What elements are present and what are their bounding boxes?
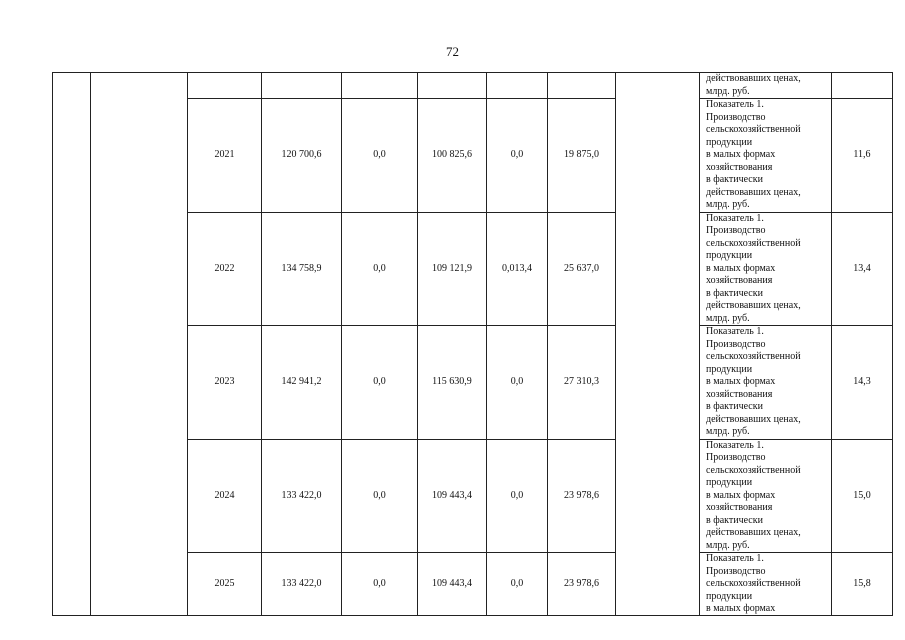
indicator-text: действовавших ценах, млрд. руб. bbox=[706, 73, 801, 97]
local-cell: 0,0 bbox=[487, 439, 548, 553]
indicator-cell: Показатель 1. Производство сельскохозяйственной продукции в малых формах хозяйствования в фактически действовавших ценах, млрд. руб. bbox=[700, 326, 832, 440]
table-cell-empty bbox=[262, 73, 342, 99]
other-cell: 23 978,6 bbox=[548, 439, 616, 553]
regional-cell: 100 825,6 bbox=[418, 99, 487, 213]
other-cell: 25 637,0 bbox=[548, 212, 616, 326]
federal-cell: 0,0 bbox=[342, 212, 418, 326]
indicator-value-cell: 14,3 bbox=[832, 326, 893, 440]
indicator-value-cell: 11,6 bbox=[832, 99, 893, 213]
regional-cell: 109 443,4 bbox=[418, 553, 487, 616]
page-number: 72 bbox=[446, 44, 459, 59]
year-cell: 2022 bbox=[188, 212, 262, 326]
indicator-cell: Показатель 1. Производство сельскохозяйственной продукции в малых формах хозяйствования в фактически действовавших ценах, млрд. руб. bbox=[700, 439, 832, 553]
regional-cell: 115 630,9 bbox=[418, 326, 487, 440]
table-cell-empty bbox=[53, 73, 91, 616]
table-cell-empty bbox=[616, 73, 700, 616]
regional-cell: 109 443,4 bbox=[418, 439, 487, 553]
table-cell-empty bbox=[548, 73, 616, 99]
indicator-text: Показатель 1. Производство сельскохозяйственной продукции в малых формах bbox=[706, 553, 801, 614]
local-cell: 0,0 bbox=[487, 99, 548, 213]
indicator-value-cell: 15,8 bbox=[832, 553, 893, 616]
indicator-cell: Показатель 1. Производство сельскохозяйственной продукции в малых формах хозяйствования в фактически действовавших ценах, млрд. руб. bbox=[700, 99, 832, 213]
indicator-cell bbox=[700, 73, 832, 99]
indicator-value-cell: 15,0 bbox=[832, 439, 893, 553]
total-cell: 133 422,0 bbox=[262, 439, 342, 553]
total-cell: 142 941,2 bbox=[262, 326, 342, 440]
year-cell: 2023 bbox=[188, 326, 262, 440]
other-cell: 23 978,6 bbox=[548, 553, 616, 616]
table-row bbox=[53, 73, 893, 99]
local-cell: 0,0 bbox=[487, 553, 548, 616]
indicator-value-cell: 13,4 bbox=[832, 212, 893, 326]
federal-cell: 0,0 bbox=[342, 439, 418, 553]
local-cell: 0,013,4 bbox=[487, 212, 548, 326]
other-cell: 19 875,0 bbox=[548, 99, 616, 213]
table-cell-empty bbox=[487, 73, 548, 99]
total-cell: 120 700,6 bbox=[262, 99, 342, 213]
table-cell-empty bbox=[418, 73, 487, 99]
total-cell: 133 422,0 bbox=[262, 553, 342, 616]
federal-cell: 0,0 bbox=[342, 553, 418, 616]
federal-cell: 0,0 bbox=[342, 99, 418, 213]
table-cell-empty bbox=[91, 73, 188, 616]
total-cell: 134 758,9 bbox=[262, 212, 342, 326]
year-cell: 2024 bbox=[188, 439, 262, 553]
federal-cell: 0,0 bbox=[342, 326, 418, 440]
year-cell: 2021 bbox=[188, 99, 262, 213]
table-cell-empty bbox=[188, 73, 262, 99]
year-cell: 2025 bbox=[188, 553, 262, 616]
regional-cell: 109 121,9 bbox=[418, 212, 487, 326]
indicator-cell: Показатель 1. Производство сельскохозяйственной продукции в малых формах хозяйствования в фактически действовавших ценах, млрд. руб. bbox=[700, 212, 832, 326]
table-cell-empty bbox=[832, 73, 893, 99]
local-cell: 0,0 bbox=[487, 326, 548, 440]
indicator-cell bbox=[700, 553, 832, 616]
table-cell-empty bbox=[342, 73, 418, 99]
program-funding-table bbox=[52, 72, 893, 616]
other-cell: 27 310,3 bbox=[548, 326, 616, 440]
